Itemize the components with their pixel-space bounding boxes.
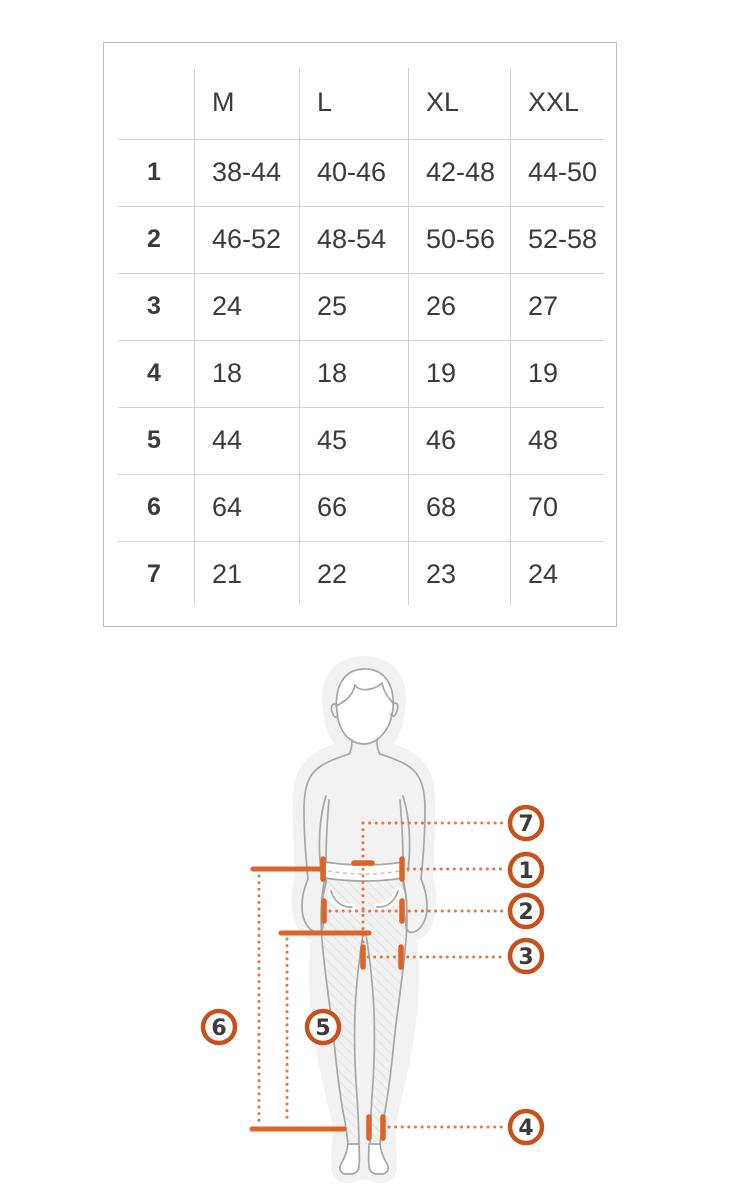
table-gridline-h [118,340,604,341]
size-cell: 70 [528,492,559,522]
size-cell: 46-52 [212,224,282,254]
table-gridline-h [118,139,604,140]
size-cell: 48 [528,425,559,455]
size-cell: 21 [212,559,243,589]
svg-text:6: 6 [211,1016,227,1041]
row-label-5: 5 [147,426,161,454]
column-header-m: M [212,86,235,117]
marker-badge-5 [307,1011,339,1043]
size-cell: 44 [212,425,243,455]
table-gridline-h [118,541,604,542]
svg-text:5: 5 [315,1016,331,1041]
size-cell: 64 [212,492,243,522]
marker-badge-7 [510,807,542,839]
table-gridline-v [194,68,195,605]
row-label-3: 3 [147,292,161,320]
size-cell: 50-56 [426,224,496,254]
table-gridline-h [118,273,604,274]
marker-badge-1 [510,854,542,886]
size-cell: 66 [317,492,348,522]
size-cell: 24 [528,559,559,589]
svg-text:3: 3 [518,945,534,970]
size-cell: 42-48 [426,157,496,187]
size-cell: 40-46 [317,157,387,187]
row-label-7: 7 [147,560,161,588]
size-cell: 27 [528,291,559,321]
size-cell: 22 [317,559,348,589]
size-cell: 68 [426,492,457,522]
size-cell: 18 [212,358,243,388]
size-cell: 18 [317,358,348,388]
size-cell: 25 [317,291,348,321]
column-header-xl: XL [426,86,460,117]
size-cell: 38-44 [212,157,282,187]
size-cell: 23 [426,559,457,589]
table-gridline-v [408,68,409,605]
table-gridline-h [118,407,604,408]
svg-text:1: 1 [518,859,534,884]
size-cell: 44-50 [528,157,598,187]
marker-badge-3 [510,940,542,972]
row-label-4: 4 [147,359,161,387]
row-label-2: 2 [147,225,161,253]
table-gridline-h [118,474,604,475]
size-cell: 45 [317,425,348,455]
size-chart-grid [104,43,616,608]
svg-text:7: 7 [518,812,534,837]
size-cell: 26 [426,291,457,321]
size-cell: 19 [528,358,559,388]
column-header-l: L [317,86,333,117]
size-cell: 48-54 [317,224,387,254]
row-label-1: 1 [147,158,161,186]
svg-text:4: 4 [518,1116,534,1141]
size-cell: 46 [426,425,457,455]
marker-badge-4 [510,1111,542,1143]
size-cell: 19 [426,358,457,388]
table-gridline-v [299,68,300,605]
marker-badge-2 [510,895,542,927]
size-cell: 24 [212,291,243,321]
marker-badge-6 [203,1011,235,1043]
column-header-xxl: XXL [528,86,580,117]
size-chart-table [103,42,617,627]
measurement-diagram [0,640,741,1200]
head-outline [336,669,393,744]
row-label-6: 6 [147,493,161,521]
size-cell: 52-58 [528,224,598,254]
table-gridline-h [118,206,604,207]
table-gridline-v [510,68,511,605]
svg-text:2: 2 [518,900,534,925]
table-corner-cell [104,43,194,139]
